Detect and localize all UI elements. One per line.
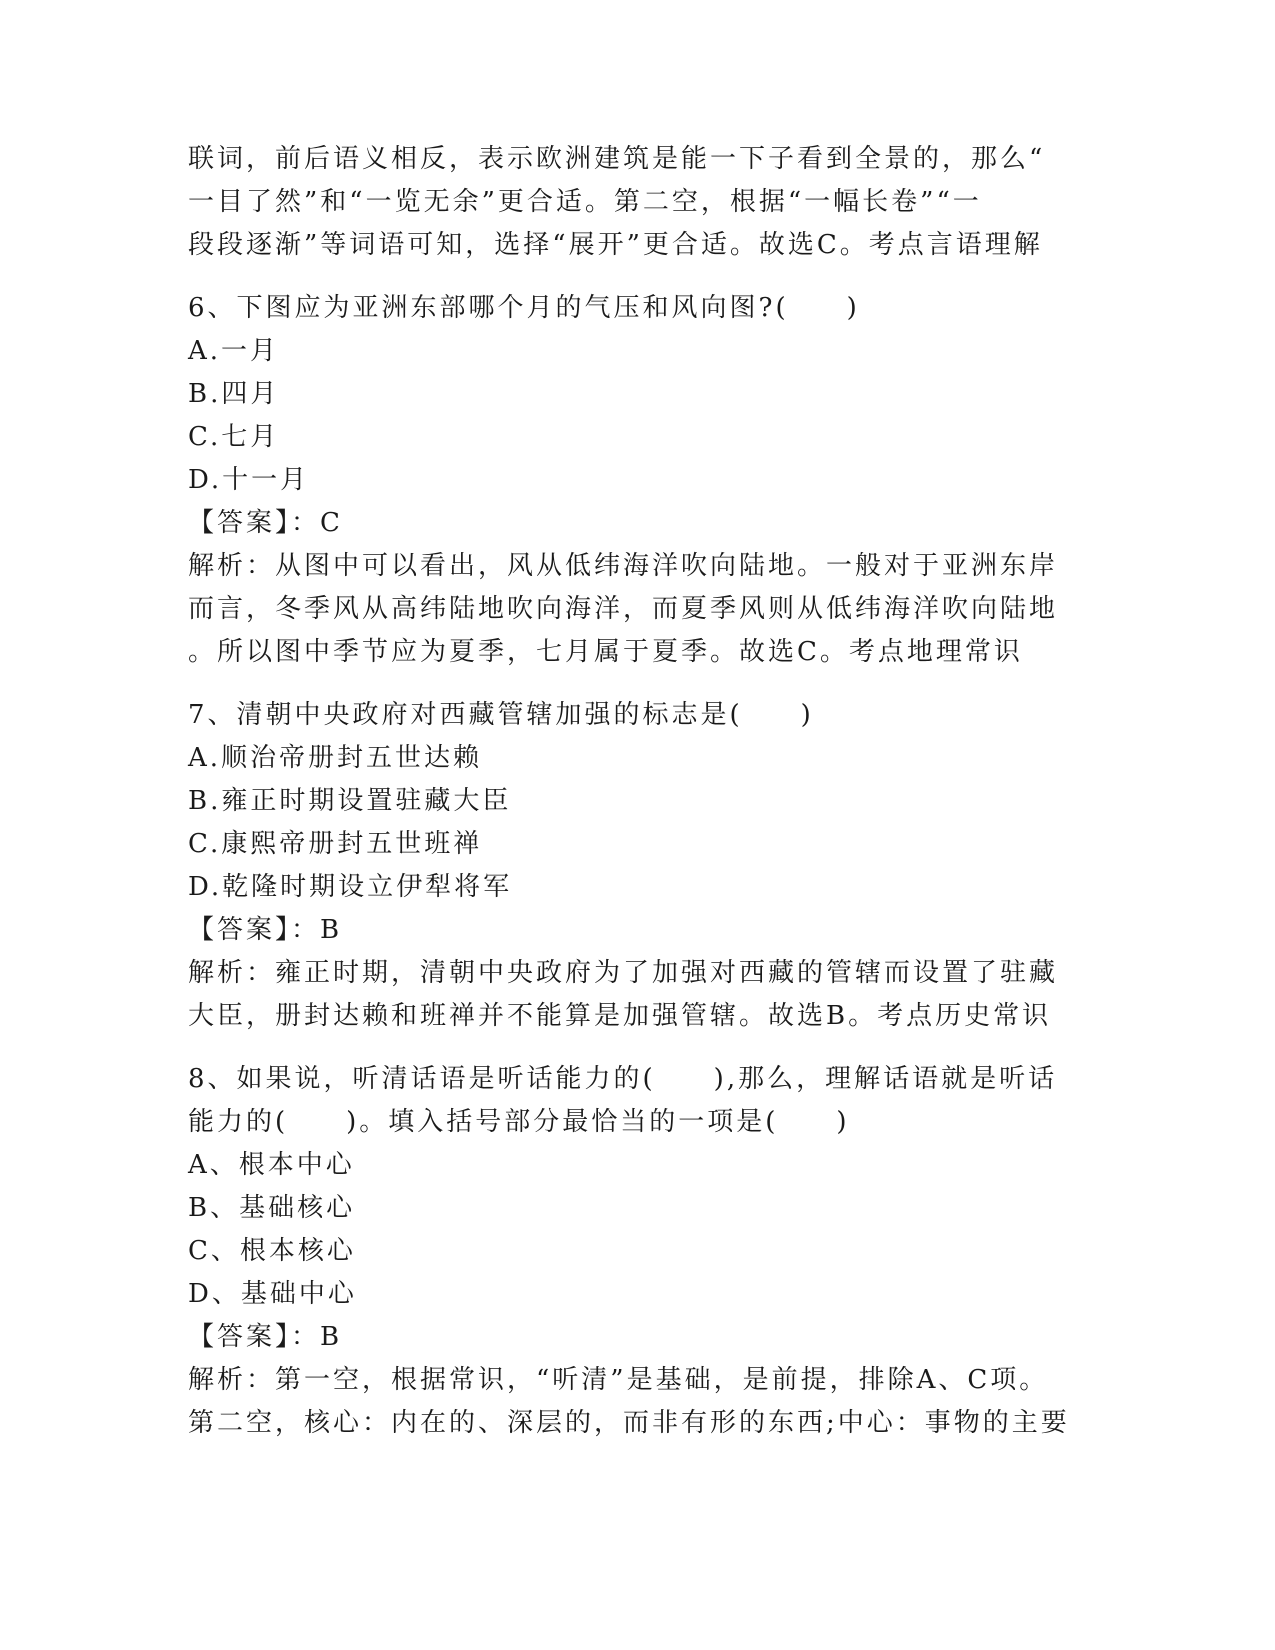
analysis-line: 而言，冬季风从高纬陆地吹向海洋，而夏季风则从低纬海洋吹向陆地 xyxy=(188,594,1059,624)
answer-line: 【答案】：C xyxy=(188,508,343,538)
question-8 xyxy=(188,1058,1088,1445)
option-a: A、根本中心 xyxy=(188,1150,355,1180)
option-d: D、基础中心 xyxy=(188,1279,357,1309)
question-text: 能力的( )。填入括号部分最恰当的一项是( ) xyxy=(188,1107,850,1137)
analysis-line: 解析：第一空，根据常识，“听清”是基础，是前提，排除A、C项。 xyxy=(188,1365,1049,1395)
question-text: 6、下图应为亚洲东部哪个月的气压和风向图?( ) xyxy=(188,293,860,323)
section-gap xyxy=(188,267,1088,287)
option-a: A.顺治帝册封五世达赖 xyxy=(188,743,483,773)
intro-line: 段段逐渐”等词语可知，选择“展开”更合适。故选C。考点言语理解 xyxy=(188,230,1043,260)
analysis-line: 解析：雍正时期，清朝中央政府为了加强对西藏的管辖而设置了驻藏 xyxy=(188,958,1059,988)
option-b: B.四月 xyxy=(188,379,280,409)
intro-line: 联词，前后语义相反，表示欧洲建筑是能一下子看到全景的，那么“ xyxy=(188,144,1046,174)
analysis-line: 第二空，核心：内在的、深层的，而非有形的东西;中心：事物的主要 xyxy=(188,1408,1070,1438)
option-c: C、根本核心 xyxy=(188,1236,356,1266)
option-a: A.一月 xyxy=(188,336,280,366)
section-gap xyxy=(188,674,1088,694)
option-d: D.乾隆时期设立伊犁将军 xyxy=(188,872,513,902)
question-6 xyxy=(188,287,1088,674)
question-text: 7、清朝中央政府对西藏管辖加强的标志是( ) xyxy=(188,700,814,730)
document-page xyxy=(188,138,1088,1445)
option-d: D.十一月 xyxy=(188,465,310,495)
analysis-line: 。所以图中季节应为夏季，七月属于夏季。故选C。考点地理常识 xyxy=(188,637,1023,667)
option-c: C.康熙帝册封五世班禅 xyxy=(188,829,483,859)
question-7 xyxy=(188,694,1088,1038)
option-b: B.雍正时期设置驻藏大臣 xyxy=(188,786,512,816)
analysis-line: 大臣，册封达赖和班禅并不能算是加强管辖。故选B。考点历史常识 xyxy=(188,1001,1052,1031)
question-text: 8、如果说，听清话语是听话能力的( ),那么，理解话语就是听话 xyxy=(188,1064,1058,1094)
section-gap xyxy=(188,1038,1088,1058)
option-b: B、基础核心 xyxy=(188,1193,356,1223)
analysis-line: 解析：从图中可以看出，风从低纬海洋吹向陆地。一般对于亚洲东岸 xyxy=(188,551,1059,581)
answer-line: 【答案】：B xyxy=(188,915,343,945)
option-c: C.七月 xyxy=(188,422,280,452)
intro-analysis-continued xyxy=(188,138,1088,267)
intro-line: 一目了然”和“一览无余”更合适。第二空，根据“一幅长卷”“一 xyxy=(188,187,982,217)
answer-line: 【答案】：B xyxy=(188,1322,343,1352)
